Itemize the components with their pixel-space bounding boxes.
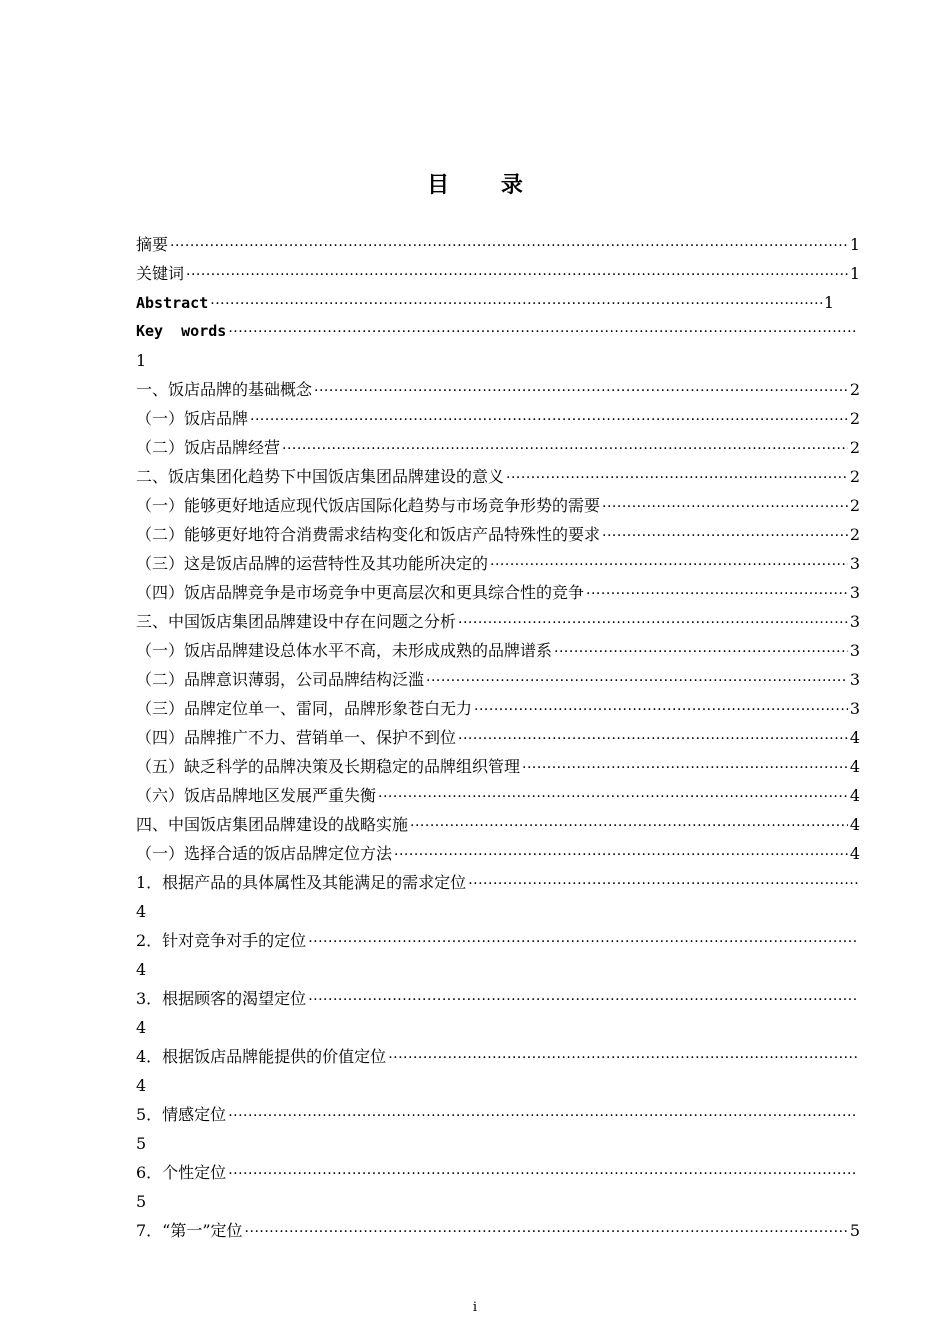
toc-entry[interactable] [136, 404, 860, 433]
dot-leader [602, 522, 848, 549]
dot-leader [468, 870, 858, 897]
dot-leader [410, 812, 848, 839]
toc-entry-page: 2 [849, 438, 860, 457]
dot-leader [228, 318, 858, 346]
toc-entry[interactable] [136, 984, 860, 1013]
toc-entry-page: 1 [823, 293, 834, 312]
dot-leader [210, 290, 822, 317]
table-of-contents [136, 230, 860, 1245]
toc-entry[interactable] [136, 1042, 860, 1071]
toc-entry-page: 4 [849, 757, 860, 776]
toc-entry-label: （四）品牌推广不力、营销单一、保护不到位 [136, 728, 457, 747]
toc-entry[interactable] [136, 433, 860, 462]
toc-entry[interactable] [136, 520, 860, 549]
dot-leader [490, 551, 848, 578]
toc-entry-label: 7．“第一”定位 [136, 1221, 243, 1240]
toc-entry-page-wrapped: 5 [136, 1134, 147, 1153]
toc-entry-page: 2 [849, 409, 860, 428]
toc-entry-page: 2 [849, 380, 860, 399]
toc-title: 目 录 [427, 172, 545, 198]
toc-entry-page: 3 [849, 670, 860, 689]
dot-leader [245, 1218, 848, 1245]
dot-leader [308, 986, 858, 1013]
toc-entry-page: 2 [849, 496, 860, 515]
toc-entry[interactable] [136, 288, 860, 317]
dot-leader [522, 754, 848, 781]
toc-entry-label: 4．根据饭店品牌能提供的价值定位 [136, 1047, 387, 1066]
dot-leader [458, 725, 848, 752]
toc-entry-label: 一、饭店品牌的基础概念 [136, 380, 313, 399]
toc-entry-label: （六）饭店品牌地区发展严重失衡 [136, 786, 377, 805]
toc-entry-label: 6．个性定位 [136, 1163, 227, 1182]
toc-entry-page: 3 [849, 699, 860, 718]
dot-leader [170, 232, 848, 259]
dot-leader [474, 696, 848, 723]
toc-entry-page: 3 [849, 641, 860, 660]
dot-leader [426, 667, 848, 694]
toc-entry[interactable] [136, 578, 860, 607]
toc-entry-page: 2 [849, 525, 860, 544]
toc-entry[interactable] [136, 259, 860, 288]
toc-entry-label: 5．情感定位 [136, 1105, 227, 1124]
toc-entry-label: （四）饭店品牌竞争是市场竞争中更高层次和更具综合性的竞争 [136, 583, 585, 602]
toc-entry-label: （五）缺乏科学的品牌决策及长期稳定的品牌组织管理 [136, 757, 521, 776]
toc-entry-label: 二、饭店集团化趋势下中国饭店集团品牌建设的意义 [136, 467, 505, 486]
toc-entry[interactable] [136, 607, 860, 636]
toc-entry-page: 3 [849, 554, 860, 573]
toc-entry-page: 4 [849, 815, 860, 834]
toc-entry[interactable] [136, 491, 860, 520]
toc-entry[interactable] [136, 694, 860, 723]
toc-entry-label: 摘要 [136, 235, 169, 254]
dot-leader [308, 928, 858, 955]
toc-entry-page-wrapped: 4 [136, 1076, 147, 1095]
toc-entry[interactable] [136, 839, 860, 868]
toc-entry[interactable] [136, 868, 860, 897]
dot-leader [228, 1102, 858, 1129]
toc-entry[interactable] [136, 230, 860, 259]
toc-entry-label: （二）品牌意识薄弱，公司品牌结构泛滥 [136, 670, 425, 689]
toc-entry-page: 1 [849, 235, 860, 254]
toc-entry[interactable] [136, 926, 860, 955]
dot-leader [388, 1044, 858, 1071]
toc-entry-page: 3 [849, 612, 860, 631]
toc-entry[interactable] [136, 462, 860, 491]
toc-entry[interactable] [136, 375, 860, 404]
toc-entry[interactable] [136, 549, 860, 578]
dot-leader [378, 783, 848, 810]
toc-entry[interactable] [136, 1100, 860, 1129]
dot-leader [554, 638, 848, 665]
toc-entry[interactable] [136, 781, 860, 810]
dot-leader [602, 493, 848, 520]
toc-entry-page: 4 [849, 844, 860, 863]
toc-entry-page: 4 [849, 728, 860, 747]
toc-entry-page: 2 [849, 467, 860, 486]
dot-leader [282, 435, 848, 462]
dot-leader [186, 261, 848, 288]
toc-entry[interactable] [136, 317, 860, 346]
toc-entry[interactable] [136, 752, 860, 781]
toc-entry-label: （一）选择合适的饭店品牌定位方法 [136, 844, 393, 863]
toc-entry[interactable] [136, 723, 860, 752]
toc-entry[interactable] [136, 1158, 860, 1187]
toc-entry[interactable] [136, 810, 860, 839]
toc-entry-page-wrapped: 4 [136, 1018, 147, 1037]
toc-entry-page-wrapped: 4 [136, 960, 147, 979]
toc-entry-label: 关键词 [136, 264, 185, 283]
toc-entry-label: 四、中国饭店集团品牌建设的战略实施 [136, 815, 409, 834]
toc-entry[interactable] [136, 1216, 860, 1245]
dot-leader [586, 580, 848, 607]
toc-entry-page-wrapped: 5 [136, 1192, 147, 1211]
toc-entry-label: 3．根据顾客的渴望定位 [136, 989, 307, 1008]
page-number-footer: i [472, 1300, 478, 1315]
dot-leader [458, 609, 848, 636]
toc-entry-page-wrapped: 4 [136, 902, 147, 921]
toc-entry-page: 3 [849, 583, 860, 602]
dot-leader [506, 464, 848, 491]
toc-entry-label: 2．针对竞争对手的定位 [136, 931, 307, 950]
toc-entry-label: （一）饭店品牌 [136, 409, 249, 428]
toc-entry-label: 三、中国饭店集团品牌建设中存在问题之分析 [136, 612, 457, 631]
toc-entry-page: 1 [849, 264, 860, 283]
toc-entry-label: （一）能够更好地适应现代饭店国际化趋势与市场竞争形势的需要 [136, 496, 601, 515]
toc-entry-label: （三）这是饭店品牌的运营特性及其功能所决定的 [136, 554, 489, 573]
toc-entry-label: Key words [136, 322, 227, 340]
toc-entry-label: （一）饭店品牌建设总体水平不高，未形成成熟的品牌谱系 [136, 641, 553, 660]
dot-leader [228, 1160, 858, 1187]
toc-entry[interactable] [136, 665, 860, 694]
toc-entry-label: 1．根据产品的具体属性及其能满足的需求定位 [136, 873, 467, 892]
toc-entry-page: 5 [849, 1221, 860, 1240]
toc-entry-page: 4 [849, 786, 860, 805]
toc-entry-label: （二）饭店品牌经营 [136, 438, 281, 457]
toc-entry-page-wrapped: 1 [136, 351, 147, 370]
dot-leader [314, 377, 848, 404]
dot-leader [394, 841, 848, 868]
toc-entry-label: （二）能够更好地符合消费需求结构变化和饭店产品特殊性的要求 [136, 525, 601, 544]
toc-entry-label: （三）品牌定位单一、雷同，品牌形象苍白无力 [136, 699, 473, 718]
dot-leader [250, 406, 848, 433]
toc-entry-label: Abstract [136, 294, 209, 312]
toc-entry[interactable] [136, 636, 860, 665]
